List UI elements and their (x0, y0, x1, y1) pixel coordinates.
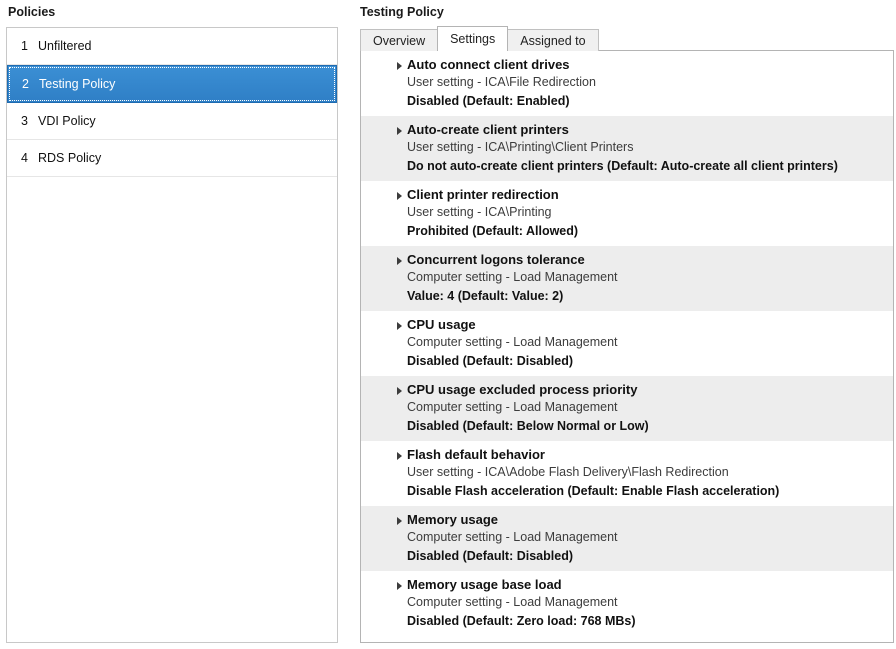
chevron-right-icon[interactable] (397, 387, 402, 395)
tab-overview[interactable]: Overview (360, 29, 438, 51)
setting-value: Disabled (Default: Disabled) (407, 354, 573, 368)
chevron-right-icon[interactable] (397, 452, 402, 460)
page-title: Testing Policy (360, 5, 444, 19)
policy-index: 1 (21, 39, 28, 53)
policy-name: VDI Policy (38, 114, 96, 128)
chevron-right-icon[interactable] (397, 582, 402, 590)
policy-index: 3 (21, 114, 28, 128)
setting-name: Memory usage base load (407, 577, 562, 592)
list-item[interactable] (7, 140, 337, 177)
chevron-right-icon[interactable] (397, 192, 402, 200)
setting-scope: Computer setting - Load Management (407, 595, 618, 609)
chevron-right-icon[interactable] (397, 127, 402, 135)
setting-name: Client printer redirection (407, 187, 559, 202)
setting-name: CPU usage (407, 317, 476, 332)
list-item[interactable] (7, 103, 337, 140)
setting-scope: User setting - ICA\Adobe Flash Delivery\Flash Redirection (407, 465, 729, 479)
tab-bar (360, 26, 598, 51)
setting-value: Prohibited (Default: Allowed) (407, 224, 579, 238)
setting-scope: Computer setting - Load Management (407, 270, 618, 284)
setting-scope: User setting - ICA\Printing (407, 205, 552, 219)
setting-value: Disable Flash acceleration (Default: Enable Flash acceleration) (407, 484, 780, 498)
list-item[interactable] (7, 65, 337, 103)
setting-row[interactable] (361, 376, 893, 441)
setting-row[interactable] (361, 571, 893, 636)
setting-name: Flash default behavior (407, 447, 545, 462)
setting-row[interactable] (361, 311, 893, 376)
settings-list[interactable] (360, 50, 894, 643)
setting-name: CPU usage excluded process priority (407, 382, 638, 397)
setting-row[interactable] (361, 441, 893, 506)
setting-value: Disabled (Default: Disabled) (407, 549, 573, 563)
setting-value: Do not auto-create client printers (Default: Auto-create all client printers) (407, 159, 838, 173)
setting-name: Auto connect client drives (407, 57, 570, 72)
setting-scope: Computer setting - Load Management (407, 335, 618, 349)
setting-scope: User setting - ICA\File Redirection (407, 75, 596, 89)
chevron-right-icon[interactable] (397, 517, 402, 525)
policies-panel-title: Policies (8, 5, 56, 19)
setting-row[interactable] (361, 246, 893, 311)
setting-value: Value: 4 (Default: Value: 2) (407, 289, 564, 303)
setting-row[interactable] (361, 506, 893, 571)
policy-index: 4 (21, 151, 28, 165)
setting-row[interactable] (361, 181, 893, 246)
setting-name: Concurrent logons tolerance (407, 252, 585, 267)
tab-settings[interactable]: Settings (437, 26, 508, 51)
setting-row[interactable] (361, 116, 893, 181)
policy-index: 2 (22, 77, 29, 91)
policy-name: RDS Policy (38, 151, 102, 165)
setting-row[interactable] (361, 51, 893, 116)
policies-panel (0, 0, 344, 649)
chevron-right-icon[interactable] (397, 322, 402, 330)
policy-name: Unfiltered (38, 39, 92, 53)
setting-scope: User setting - ICA\Printing\Client Printers (407, 140, 634, 154)
setting-value: Disabled (Default: Enabled) (407, 94, 570, 108)
setting-name: Memory usage (407, 512, 499, 527)
setting-value: Disabled (Default: Zero load: 768 MBs) (407, 614, 636, 628)
setting-scope: Computer setting - Load Management (407, 530, 618, 544)
policy-name: Testing Policy (39, 77, 116, 91)
list-item[interactable] (7, 28, 337, 65)
setting-value: Disabled (Default: Below Normal or Low) (407, 419, 649, 433)
setting-name: Auto-create client printers (407, 122, 569, 137)
policy-details-panel (352, 0, 896, 649)
tab-assigned-to[interactable]: Assigned to (507, 29, 598, 51)
setting-scope: Computer setting - Load Management (407, 400, 618, 414)
chevron-right-icon[interactable] (397, 257, 402, 265)
chevron-right-icon[interactable] (397, 62, 402, 70)
policy-list[interactable] (6, 27, 338, 643)
